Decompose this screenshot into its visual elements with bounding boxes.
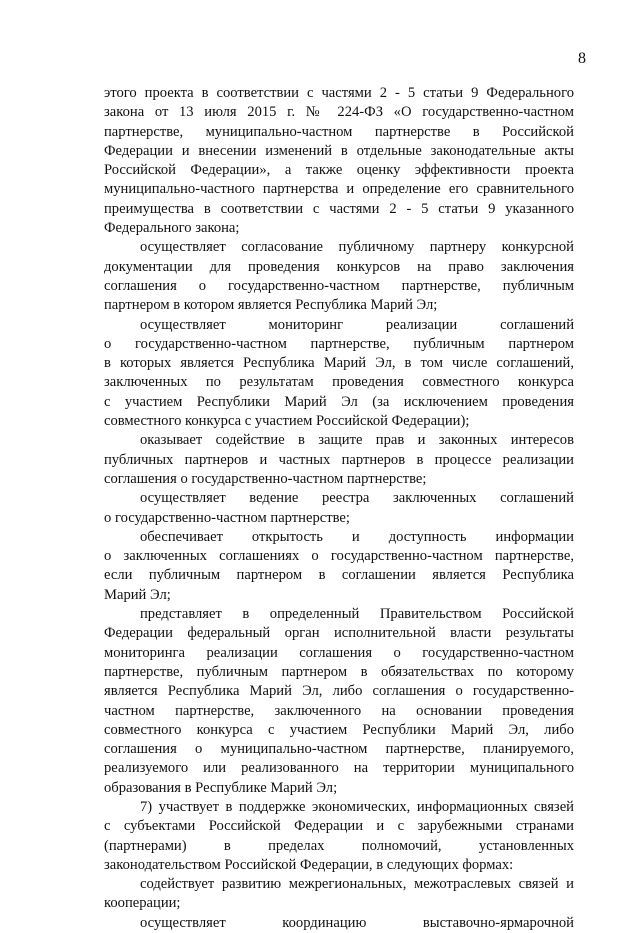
text-line: образования в Республике Марий Эл; <box>104 779 338 796</box>
body-text <box>104 84 574 933</box>
text-line: осуществляет координацию выставочно-ярмарочной <box>140 914 574 931</box>
text-line: партнерстве, муниципально-частном партнерстве в Российской <box>104 123 574 140</box>
text-line: партнером в котором является Республика Марий Эл; <box>104 297 438 314</box>
text-line: совместного конкурса с участием Республики Марий Эл, либо <box>104 721 574 738</box>
text-line: преимущества в соответствии с частями 2 - 5 статьи 9 указанного <box>104 200 574 217</box>
text-line: партнерстве, публичным партнером в обязательствах по которому <box>104 663 574 680</box>
text-line: осуществляет согласование публичному партнеру конкурсной <box>140 239 574 256</box>
text-line: Российской Федерации», а также оценку эффективности проекта <box>104 162 574 179</box>
text-line: является Республика Марий Эл, либо соглашения о государственно- <box>104 683 574 700</box>
text-line: 7) участвует в поддержке экономических, информационных связей <box>140 798 574 815</box>
text-line: обеспечивает открытость и доступность информации <box>140 528 574 545</box>
text-line: содействует развитию межрегиональных, межотраслевых связей и <box>140 876 574 893</box>
text-line: осуществляет ведение реестра заключенных соглашений <box>140 490 574 507</box>
text-line: мониторинга реализации соглашения о государственно-частном <box>104 644 574 661</box>
text-line: частном партнерстве, заключенного на основании проведения <box>104 702 574 719</box>
text-line: муниципально-частного партнерства и определение его сравнительного <box>104 181 574 198</box>
text-line: представляет в определенный Правительством Российской <box>140 606 574 623</box>
text-line: соглашения о государственно-частном партнерстве; <box>104 470 427 487</box>
text-line: о государственно-частном партнерстве; <box>104 509 350 526</box>
text-line: соглашения о муниципально-частном партнерстве, планируемого, <box>104 741 574 758</box>
text-line: о государственно-частном партнерстве, публичным партнером <box>104 335 574 352</box>
text-line: о заключенных соглашениях о государственно-частном партнерстве, <box>104 548 574 565</box>
text-line: (партнерами) в пределах полномочий, установленных <box>104 837 574 854</box>
text-line: закона от 13 июля 2015 г. № 224-ФЗ «О государственно-частном <box>104 104 574 121</box>
text-line: публичных партнеров и частных партнеров в процессе реализации <box>104 451 574 468</box>
text-line: с участием Республики Марий Эл (за исключением проведения <box>104 393 574 410</box>
text-line: законодательством Российской Федерации, в следующих формах: <box>104 856 514 873</box>
text-line: Федерального закона; <box>104 220 240 237</box>
text-line: в которых является Республика Марий Эл, в том числе соглашений, <box>104 355 574 372</box>
text-line: документации для проведения конкурсов на право заключения <box>104 258 574 275</box>
text-line: кооперации; <box>104 895 181 912</box>
text-line: Марий Эл; <box>104 586 171 603</box>
text-line: заключенных по результатам проведения совместного конкурса <box>104 374 574 391</box>
text-line: реализуемого или реализованного на территории муниципального <box>104 760 574 777</box>
text-line: оказывает содействие в защите прав и законных интересов <box>140 432 574 449</box>
text-line: соглашения о государственно-частном партнерстве, публичным <box>104 277 574 294</box>
text-line: если публичным партнером в соглашении является Республика <box>104 567 574 584</box>
text-line: этого проекта в соответствии с частями 2 - 5 статьи 9 Федерального <box>104 85 574 101</box>
text-line: Федерации и внесении изменений в отдельные законодательные акты <box>104 142 574 159</box>
text-line: с субъектами Российской Федерации и с зарубежными странами <box>104 818 574 835</box>
page-number: 8 <box>578 50 586 67</box>
text-line: совместного конкурса с участием Российской Федерации); <box>104 413 470 430</box>
text-line: Федерации федеральный орган исполнительной власти результаты <box>104 625 574 642</box>
text-line: осуществляет мониторинг реализации соглашений <box>140 316 574 333</box>
